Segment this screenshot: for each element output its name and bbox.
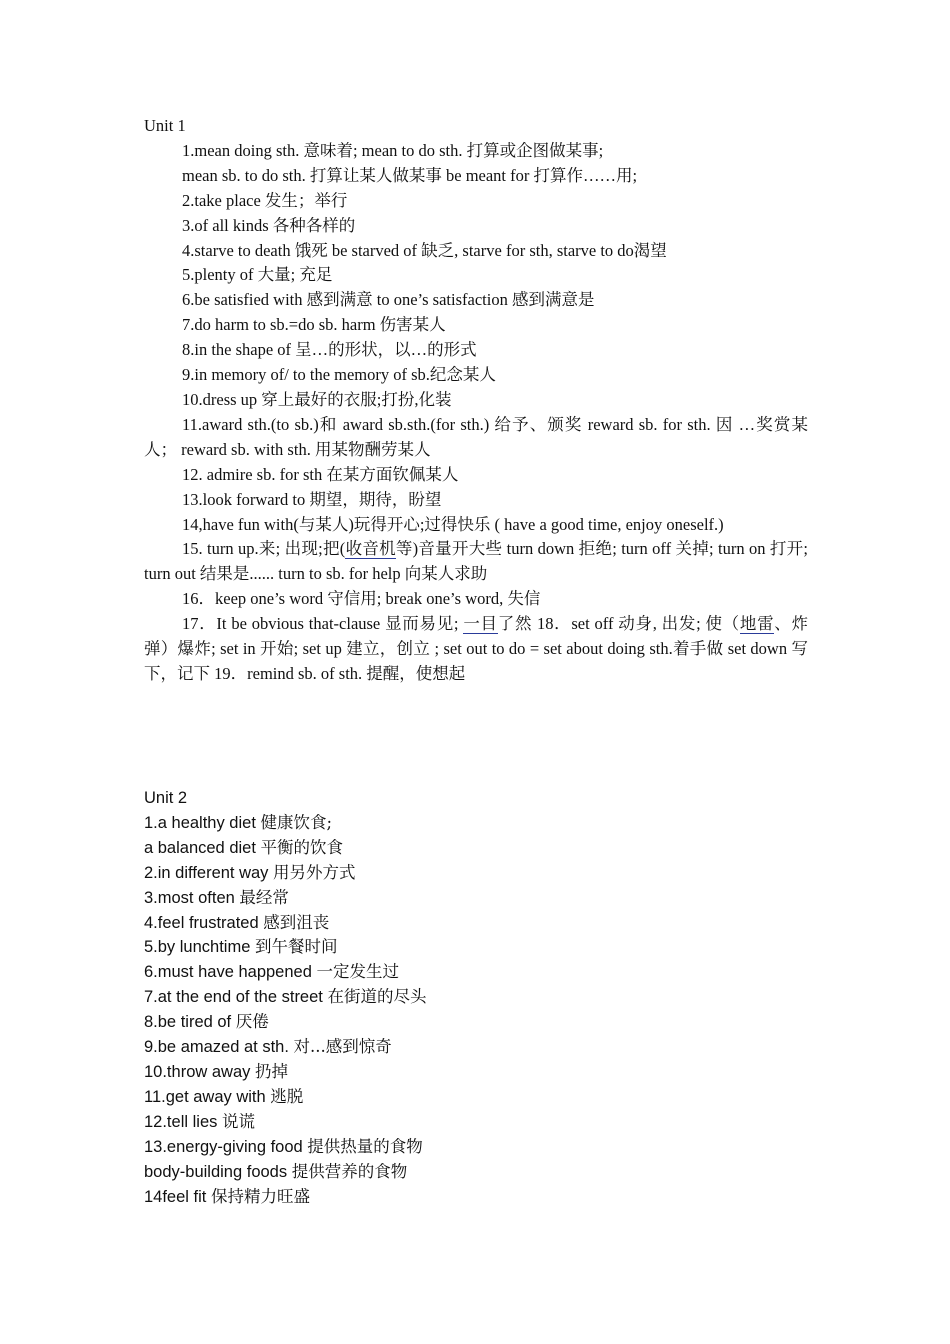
- unit1-item: 7.do harm to sb.=do sb. harm 伤害某人: [182, 315, 446, 335]
- phrase-cn: 感到沮丧: [263, 912, 330, 932]
- unit1-item: 4.starve to death 饿死 be starved of 缺乏, starve for sth, starve to do渴望: [182, 240, 667, 260]
- unit1-item: mean sb. to do sth. 打算让某人做某事 be meant for 打算作……用;: [182, 165, 638, 185]
- unit1-item-15: [144, 537, 808, 587]
- unit2-line: [144, 935, 808, 960]
- unit1-item: 13.look forward to 期望，期待，盼望: [182, 489, 442, 509]
- phrase-en: 9.be amazed at sth.: [144, 1038, 294, 1057]
- phrase-cn: 在街道的尽头: [327, 987, 427, 1007]
- unit1-item: 2.take place 发生；举行: [182, 190, 348, 210]
- phrase-en: 11.get away with: [144, 1087, 271, 1106]
- unit1-item: 6.be satisfied with 感到满意 to one’s satisfaction 感到满意是: [182, 290, 595, 310]
- unit2-line: [144, 985, 808, 1010]
- phrase-cn: 对...感到惊奇: [293, 1037, 392, 1057]
- phrase-en: 12.tell lies: [144, 1112, 222, 1131]
- phrase-en: 3.most often: [144, 888, 240, 907]
- phrase-cn: 用另外方式: [273, 862, 356, 882]
- phrase-en: 14feel fit: [144, 1187, 211, 1206]
- unit2-line: [144, 811, 808, 836]
- item15-text: 等)音量开大些 turn down 拒绝; turn off 关掉; turn on 打开; turn out 结果是...... turn to sb. for help 向某人求助: [144, 539, 809, 584]
- phrase-en: a balanced diet: [144, 838, 261, 857]
- unit1-item: 9.in memory of/ to the memory of sb.纪念某人: [182, 365, 496, 385]
- unit1-item: 12. admire sb. for sth 在某方面钦佩某人: [182, 464, 459, 484]
- unit2-line: [144, 1185, 808, 1210]
- unit2-section: [144, 786, 808, 1209]
- phrase-en: 13.energy-giving food: [144, 1137, 308, 1156]
- phrase-en: 2.in different way: [144, 863, 274, 882]
- unit1-item: 1.mean doing sth. 意味着; mean to do sth. 打算或企图做某事;: [182, 140, 604, 160]
- phrase-cn: 一定发生过: [316, 962, 399, 982]
- item17-text: 、炸弹）爆炸; set in 开始; set up 建立，创立 ; set out to do = set about doing sth.着手做 set down 写下，记下 19．remind sb. of sth. 提醒，使想起: [144, 614, 808, 683]
- unit1-item: 5.plenty of 大量; 充足: [182, 265, 333, 285]
- item17-text: 了然 18．set off 动身, 出发; 使（: [497, 614, 740, 634]
- phrase-en: body-building foods: [144, 1162, 292, 1181]
- phrase-cn: 扔掉: [254, 1061, 288, 1081]
- phrase-cn: 说谎: [221, 1111, 255, 1131]
- item15-text: 15. turn up.来; 出现;把(: [182, 539, 346, 559]
- item17-text: 17．It be obvious that-clause 显而易见;: [182, 614, 464, 634]
- phrase-cn: 到午餐时间: [254, 937, 338, 957]
- underlined-term: 地雷: [739, 614, 775, 634]
- unit2-line: [144, 1010, 808, 1035]
- phrase-cn: 平衡的饮食: [260, 837, 344, 857]
- phrase-cn: 最经常: [239, 887, 289, 907]
- phrase-cn: 提供热量的食物: [307, 1136, 423, 1156]
- unit2-line: [144, 960, 808, 985]
- phrase-cn: 提供营养的食物: [291, 1161, 408, 1181]
- phrase-en: 4.feel frustrated: [144, 913, 264, 932]
- unit2-line: [144, 1135, 808, 1160]
- unit2-line: [144, 861, 808, 886]
- unit1-item: 14,have fun with(与某人)玩得开心;过得快乐 ( have a good time, enjoy oneself.): [182, 514, 724, 534]
- phrase-en: 8.be tired of: [144, 1013, 236, 1032]
- unit1-section: [144, 114, 808, 687]
- phrase-en: 6.must have happened: [144, 963, 317, 982]
- phrase-en: 7.at the end of the street: [144, 988, 328, 1007]
- unit2-line: [144, 1035, 808, 1060]
- unit2-line: [144, 911, 808, 936]
- unit2-line: [144, 1085, 808, 1110]
- unit2-line: [144, 1060, 808, 1085]
- phrase-en: 5.by lunchtime: [144, 938, 255, 957]
- unit1-item: 3.of all kinds 各种各样的: [182, 215, 356, 235]
- underlined-term: 收音机: [345, 539, 396, 559]
- phrase-cn: 保持精力旺盛: [210, 1186, 310, 1206]
- unit1-item: 8.in the shape of 呈…的形状，以…的形式: [182, 340, 477, 360]
- phrase-en: 1.a healthy diet: [144, 813, 261, 832]
- unit1-title: Unit 1: [144, 116, 186, 135]
- phrase-cn: 健康饮食;: [260, 812, 333, 832]
- unit2-line: [144, 1110, 808, 1135]
- unit2-line: [144, 886, 808, 911]
- unit1-item: 10.dress up 穿上最好的衣服;打扮,化装: [182, 389, 452, 409]
- unit1-item: 11.award sth.(to sb.)和 award sb.sth.(for sth.) 给予、颁奖 reward sb. for sth. 因 …奖赏某人； reward sb. with sth. 用某物酬劳某人: [144, 414, 808, 459]
- underlined-term: 一目: [463, 614, 498, 634]
- phrase-cn: 厌倦: [235, 1012, 269, 1032]
- unit2-line: [144, 1160, 808, 1185]
- unit1-item-17: [144, 612, 808, 687]
- unit1-item: 16．keep one’s word 守信用; break one’s word, 失信: [182, 589, 541, 609]
- unit2-line: [144, 836, 808, 861]
- unit2-title: Unit 2: [144, 789, 188, 807]
- phrase-en: 10.throw away: [144, 1062, 255, 1081]
- phrase-cn: 逃脱: [270, 1086, 304, 1106]
